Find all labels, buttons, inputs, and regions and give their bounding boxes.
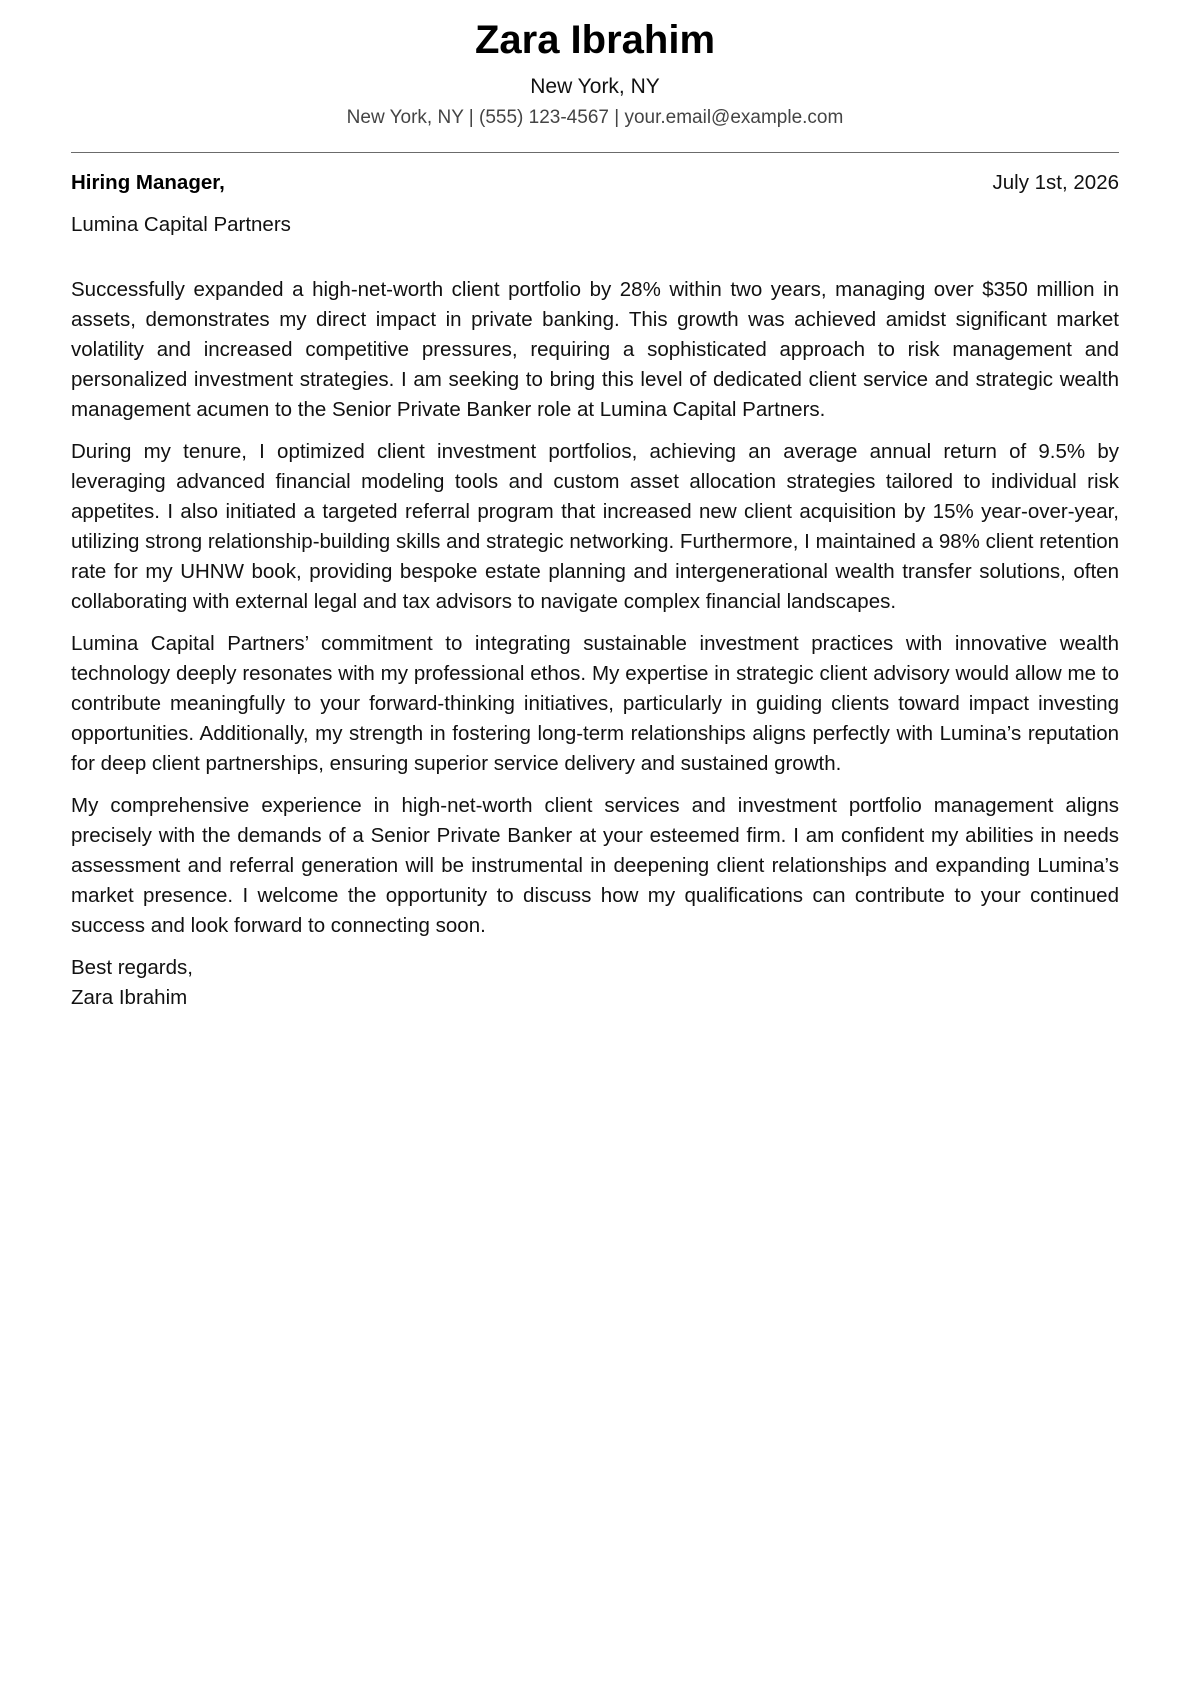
letter-header — [71, 0, 1119, 132]
recipient-company: Lumina Capital Partners — [71, 213, 291, 236]
letter-body — [71, 275, 1119, 941]
contact-line: New York, NY | (555) 123-4567 | your.email@example.com — [346, 107, 844, 128]
applicant-name: Zara Ibrahim — [474, 18, 716, 62]
body-paragraph-1: Successfully expanded a high-net-worth client portfolio by 28% within two years, managing over $350 million in assets, demonstrates my direct impact in private banking. This growth was achieved amidst significant market volatility and increased competitive pressures, requiring a sophisticated approach to risk management and personalized investment strategies. I am seeking to bring this level of dedicated client service and strategic wealth management acumen to the Senior Private Banker role at Lumina Capital Partners. — [71, 278, 1119, 421]
body-paragraph-3: Lumina Capital Partners’ commitment to integrating sustainable investment practices with innovative wealth technology deeply resonates with my professional ethos. My expertise in strategic client advisory would allow me to contribute meaningfully to your forward-thinking initiatives, particularly in guiding clients toward impact investing opportunities. Additionally, my strength in fostering long-term relationships aligns perfectly with Lumina’s reputation for deep client partnerships, ensuring superior service delivery and sustained growth. — [71, 632, 1119, 775]
applicant-location: New York, NY — [530, 75, 660, 98]
sign-off: Best regards, — [71, 956, 193, 979]
letter-date: July 1st, 2026 — [992, 171, 1119, 194]
recipient-salutation: Hiring Manager, — [71, 171, 225, 194]
letter-closing — [71, 953, 1119, 1013]
signature-name: Zara Ibrahim — [71, 986, 188, 1009]
recipient-date-row — [71, 169, 1119, 197]
body-paragraph-4: My comprehensive experience in high-net-worth client services and investment portfolio management aligns precisely with the demands of a Senior Private Banker at your esteemed firm. I am confident my abilities in needs assessment and referral generation will be instrumental in deepening client relationships and expanding Lumina’s market presence. I welcome the opportunity to discuss how my qualifications can contribute to your continued success and look forward to connecting soon. — [71, 794, 1119, 937]
body-paragraph-2: During my tenure, I optimized client investment portfolios, achieving an average annual return of 9.5% by leveraging advanced financial modeling tools and custom asset allocation strategies tailored to individual risk appetites. I also initiated a targeted referral program that increased new client acquisition by 15% year-over-year, utilizing strong relationship-building skills and strategic networking. Furthermore, I maintained a 98% client retention rate for my UHNW book, providing bespoke estate planning and intergenerational wealth transfer solutions, often collaborating with external legal and tax advisors to navigate complex financial landscapes. — [71, 440, 1119, 613]
header-divider — [71, 152, 1119, 153]
